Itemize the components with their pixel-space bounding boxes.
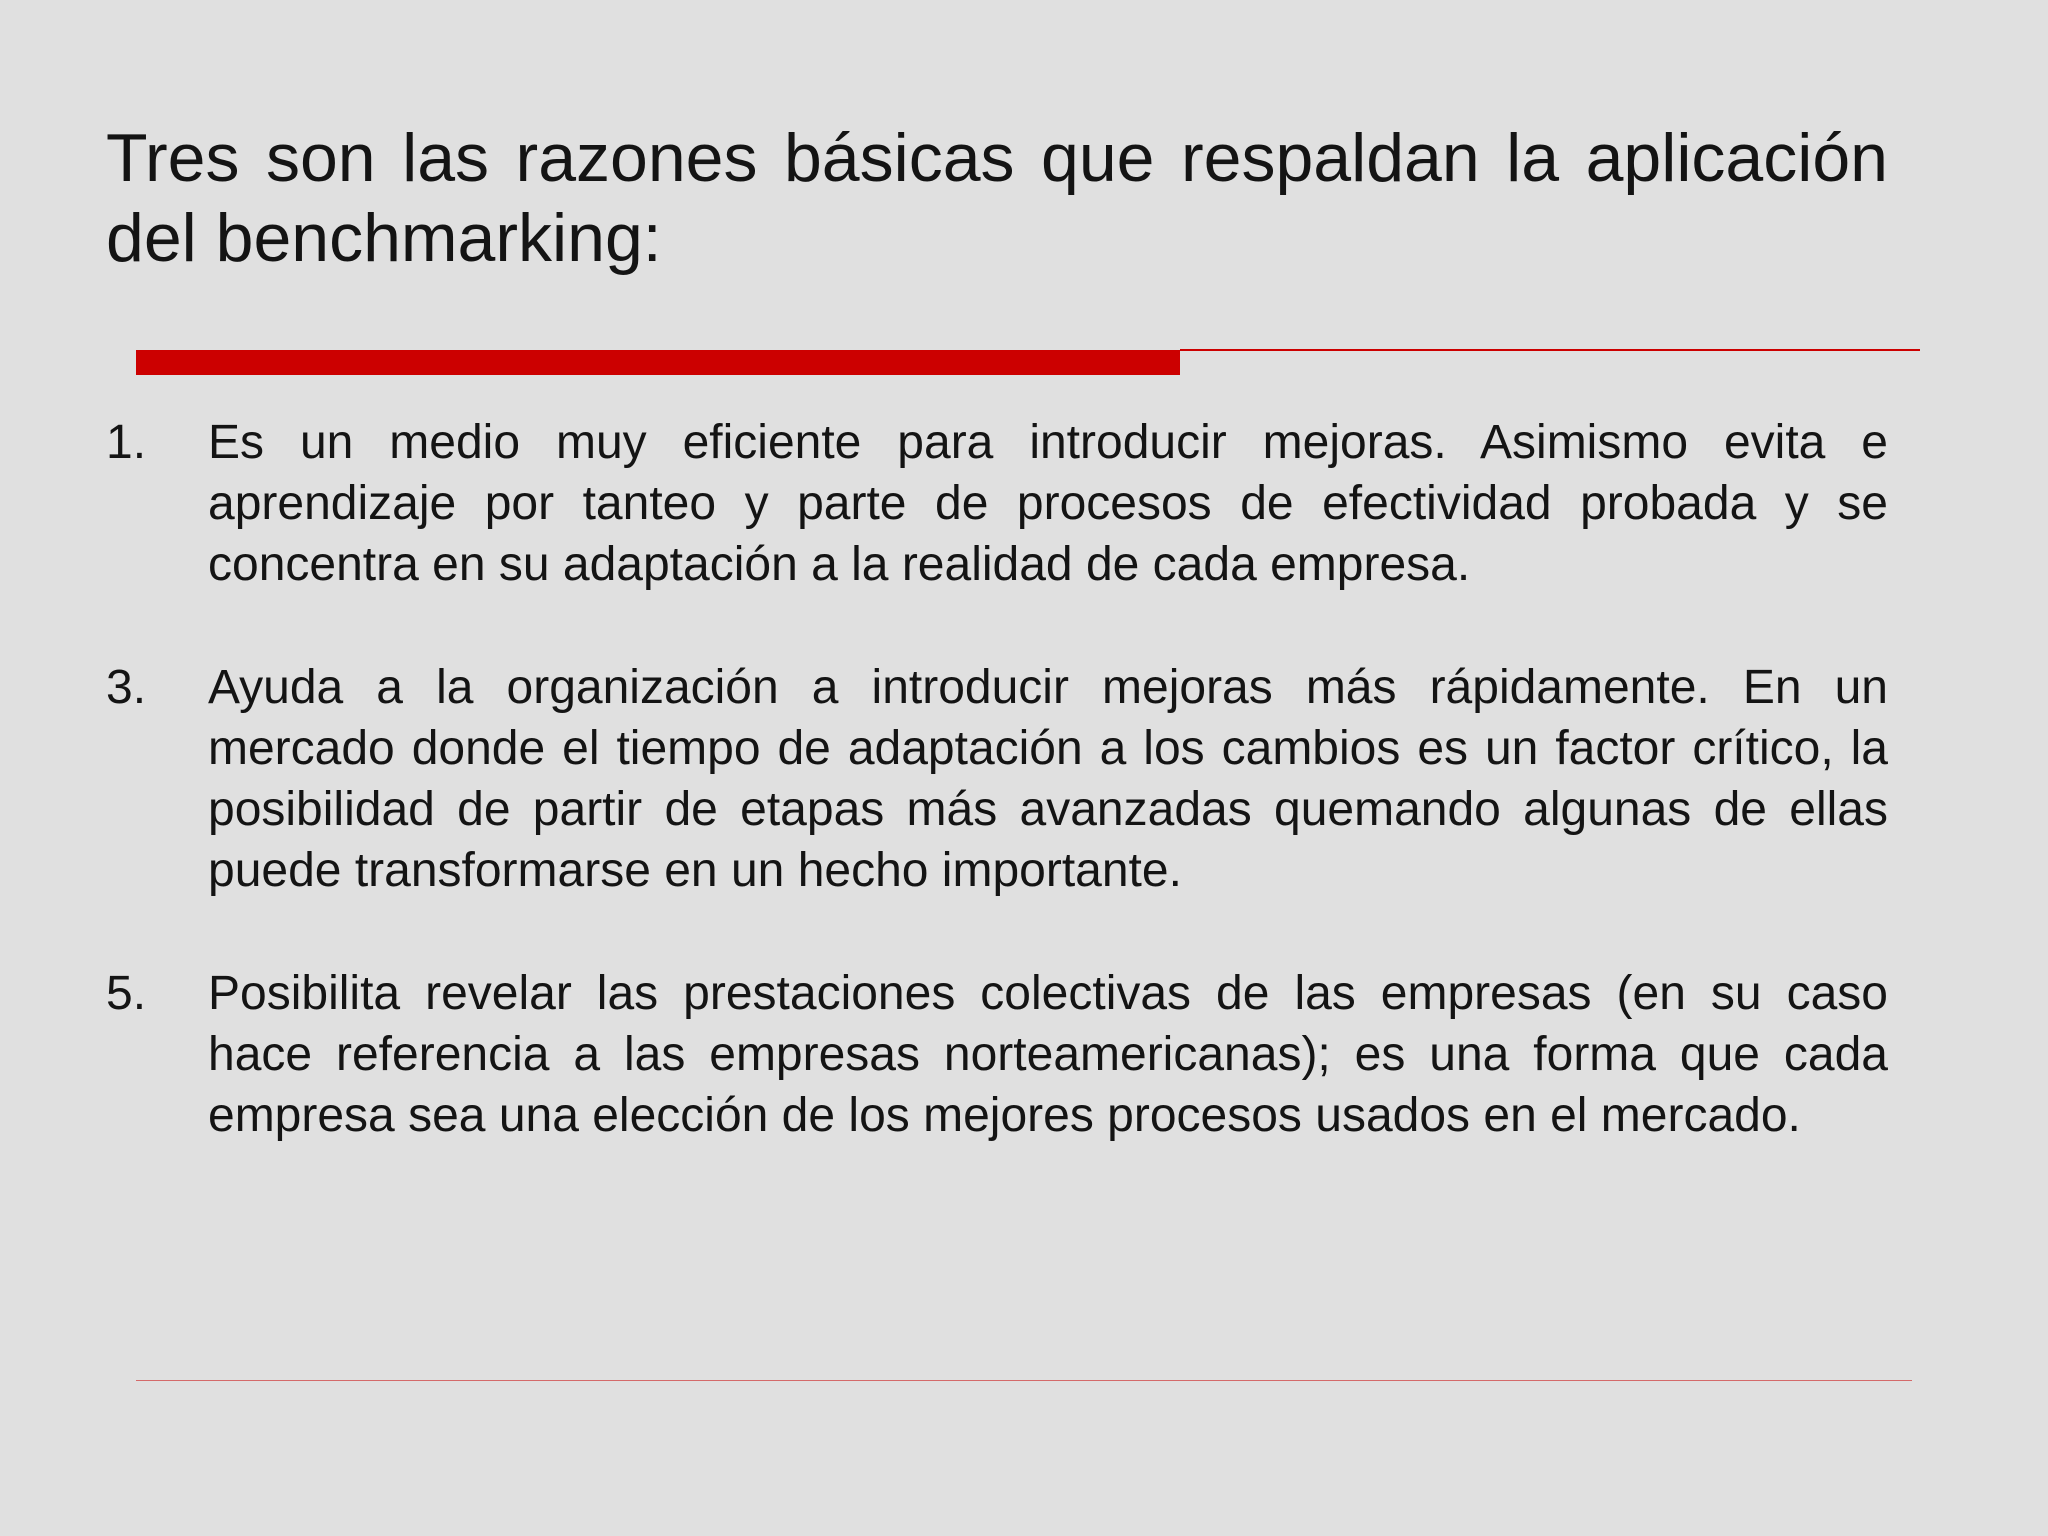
list-item	[106, 963, 1888, 1146]
list-item-text: Ayuda a la organización a introducir mejoras más rápidamente. En un mercado donde el tiempo de adaptación a los cambios es un factor crítico, la posibilidad de partir de etapas más avanzadas quemando algunas de ellas puede transformarse en un hecho importante.	[208, 661, 1888, 897]
reasons-list	[106, 412, 1888, 1208]
list-item	[106, 657, 1888, 901]
list-item-text: Es un medio muy eficiente para introducir mejoras. Asimismo evita e aprendizaje por tanteo y parte de procesos de efectividad probada y se concentra en su adaptación a la realidad de cada empresa.	[208, 416, 1888, 591]
footer-divider	[136, 1380, 1912, 1381]
list-item-number: 5.	[106, 967, 147, 1020]
slide-title: Tres son las razones básicas que respaldan la aplicación del benchmarking:	[106, 120, 1888, 276]
title-accent-bar	[136, 350, 1180, 375]
list-item-number: 3.	[106, 661, 147, 714]
list-item-number: 1.	[106, 416, 147, 469]
title-accent-line	[1180, 349, 1920, 351]
list-item-text: Posibilita revelar las prestaciones colectivas de las empresas (en su caso hace referencia a las empresas norteamericanas); es una forma que cada empresa sea una elección de los mejores procesos usados en el mercado.	[208, 967, 1888, 1142]
list-item	[106, 412, 1888, 595]
